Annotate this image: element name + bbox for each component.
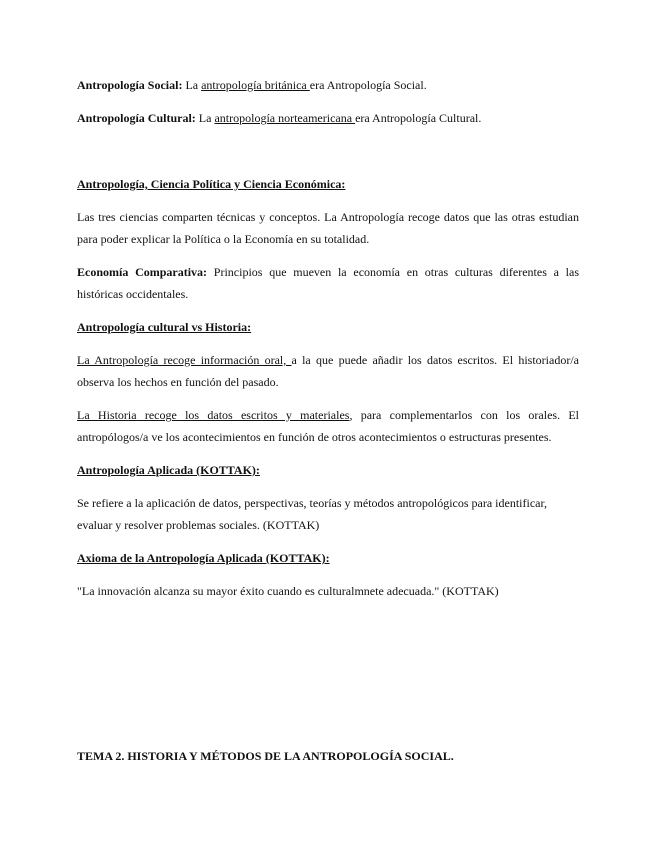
underlined-historia-datos: La Historia recoge los datos escritos y materiales <box>77 408 350 422</box>
definition-antropologia-cultural <box>77 107 579 129</box>
historia-datos-rest: , para complementarlos con los orales. El antropólogos/a ve los acontecimientos en función de otros acontecimientos o estructuras presentes. <box>77 408 580 444</box>
definition-post-text: era Antropología Social. <box>309 78 427 92</box>
definition-antropologia-social <box>77 74 579 96</box>
paragraph-antropologia-oral <box>77 349 579 393</box>
term-economia-comparativa: Economía Comparativa: <box>77 265 208 279</box>
heading-antropologia-aplicada: Antropología Aplicada (KOTTAK): <box>77 463 260 477</box>
definition-pre-text: La <box>198 111 215 125</box>
paragraph-ciencias: Las tres ciencias comparten técnicas y conceptos. La Antropología recoge datos que las otras estudian para poder explicar la Política o la Economía en su totalidad. <box>77 210 579 246</box>
definition-pre-text: La <box>185 78 202 92</box>
economia-comparativa-text: Principios que mueven la economía en otras culturas diferentes a las históricas occidentales. <box>77 265 580 301</box>
underlined-antropologia-norteamericana: antropología norteamericana <box>214 111 356 125</box>
paragraph-economia-comparativa <box>77 261 579 305</box>
definition-post-text: era Antropología Cultural. <box>355 111 482 125</box>
underlined-antropologia-britanica: antropología británica <box>201 78 310 92</box>
axioma-quote: "La innovación alcanza su mayor éxito cuando es culturalmnete adecuada." (KOTTAK) <box>77 584 499 598</box>
heading-axioma: Axioma de la Antropología Aplicada (KOTTAK): <box>77 551 330 565</box>
tema-2-title: TEMA 2. HISTORIA Y MÉTODOS DE LA ANTROPOLOGÍA SOCIAL. <box>77 749 454 763</box>
term-antropologia-social: Antropología Social: <box>77 78 183 92</box>
underlined-antropologia-oral: La Antropología recoge información oral, <box>77 353 292 367</box>
paragraph-antropologia-aplicada: Se refiere a la aplicación de datos, perspectivas, teorías y métodos antropológicos para identificar, evaluar y resolver problemas sociales. (KOTTAK) <box>77 496 548 532</box>
heading-ciencias: Antropología, Ciencia Política y Ciencia Económica: <box>77 177 346 191</box>
term-antropologia-cultural: Antropología Cultural: <box>77 111 196 125</box>
antropologia-oral-rest: a la que puede añadir los datos escritos. El historiador/a observa los hechos en función del pasado. <box>77 353 579 389</box>
paragraph-historia-datos <box>77 404 579 448</box>
heading-antropologia-vs-historia: Antropología cultural vs Historia: <box>77 320 252 334</box>
